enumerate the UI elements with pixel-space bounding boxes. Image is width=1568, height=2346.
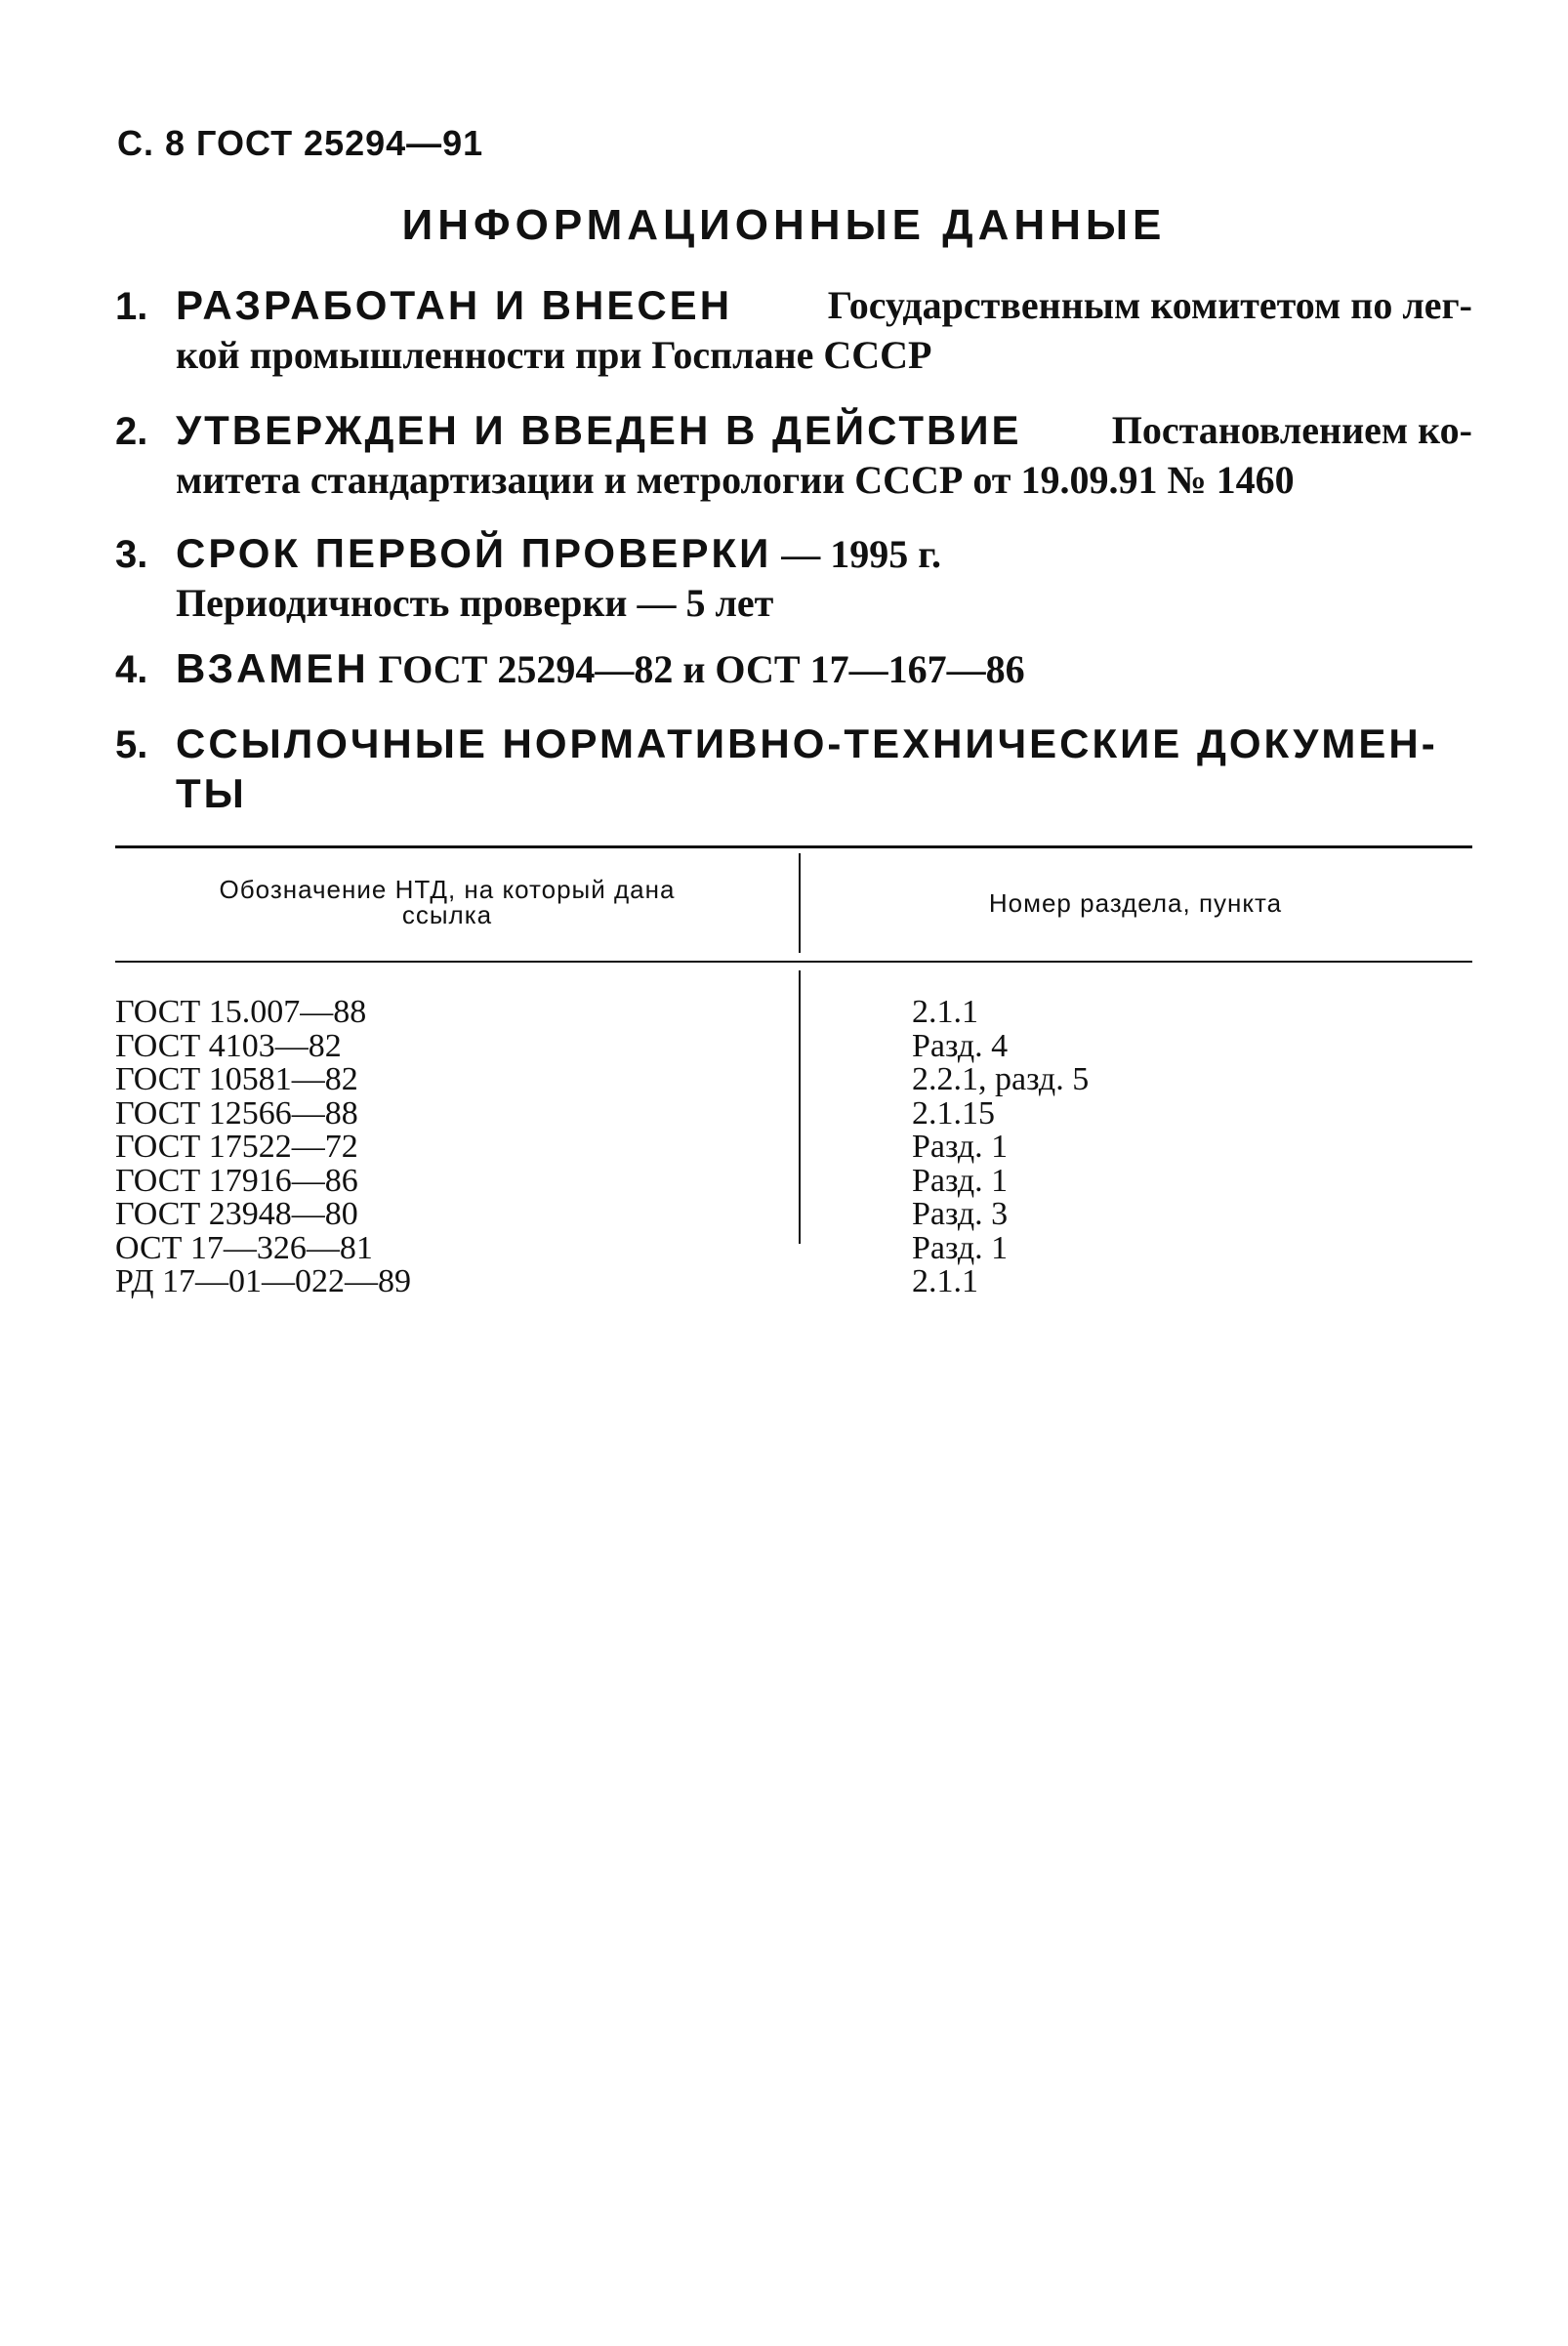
reference-table: [115, 845, 1472, 1373]
table-cell-section: Разд. 4: [912, 1027, 1009, 1064]
info-item-2: [115, 406, 1472, 505]
table-cell-section: Разд. 3: [912, 1196, 1009, 1232]
table-cell-section: 2.2.1, разд. 5: [912, 1061, 1090, 1097]
item-lead: ВЗАМЕН: [176, 645, 369, 691]
page-title: ИНФОРМАЦИОННЫЕ ДАННЫЕ: [401, 201, 1167, 249]
item-lead: РАЗРАБОТАН И ВНЕСЕН: [176, 282, 733, 328]
table-cell-section: Разд. 1: [912, 1129, 1009, 1165]
item-text: — 1995 г.: [781, 532, 941, 576]
item-continuation: кой промышленности при Госплане СССР: [176, 333, 932, 377]
info-item-5: [115, 720, 1472, 818]
item-number: 2.: [115, 410, 148, 453]
item-number: 1.: [115, 285, 148, 328]
table-cell-designation: ГОСТ 12566—88: [115, 1094, 358, 1132]
table-cell-designation: РД 17—01—022—89: [115, 1263, 412, 1299]
item-lead: УТВЕРЖДЕН И ВВЕДЕН В ДЕЙСТВИЕ: [176, 407, 1022, 453]
table-cell-designation: ГОСТ 17916—86: [115, 1162, 358, 1199]
item-text: Постановлением ко-: [1111, 408, 1472, 452]
table-top-rule: [115, 845, 1472, 848]
info-item-1: [115, 281, 1472, 380]
table-cell-section: Разд. 1: [912, 1229, 1009, 1266]
table-cell-designation: ГОСТ 15.007—88: [115, 994, 367, 1030]
table-cell-designation: ГОСТ 10581—82: [115, 1061, 358, 1097]
table-cell-section: 2.1.1: [912, 1263, 978, 1299]
item-continuation: ТЫ: [176, 770, 247, 816]
column-header-section: Номер раздела, пункта: [988, 888, 1283, 918]
table-cell-designation: ГОСТ 4103—82: [115, 1027, 342, 1064]
item-continuation: Периодичность проверки — 5 лет: [176, 581, 774, 625]
table-cell-designation: ГОСТ 23948—80: [115, 1196, 358, 1232]
item-lead: ССЫЛОЧНЫЕ НОРМАТИВНО-ТЕХНИЧЕСКИЕ ДОКУМЕН-: [176, 720, 1438, 766]
item-number: 3.: [115, 533, 148, 576]
item-continuation: митета стандартизации и метрологии СССР от 19.09.91 № 1460: [176, 458, 1295, 502]
designation-column: [115, 996, 779, 1299]
item-number: 5.: [115, 723, 148, 766]
page-header: С. 8 ГОСТ 25294—91: [117, 123, 484, 163]
body-column-divider: [799, 970, 801, 1244]
table-cell-section: Разд. 1: [912, 1162, 1009, 1199]
table-cell-section: 2.1.15: [912, 1094, 995, 1132]
table-cell-section: 2.1.1: [912, 994, 978, 1030]
item-text: ГОСТ 25294—82 и ОСТ 17—167—86: [378, 647, 1025, 691]
table-cell-designation: ГОСТ 17522—72: [115, 1129, 358, 1165]
item-lead: СРОК ПЕРВОЙ ПРОВЕРКИ: [176, 530, 772, 576]
item-text: Государственным комитетом по лег-: [827, 283, 1472, 327]
info-item-4: [115, 644, 1472, 694]
table-header-rule: [115, 961, 1472, 963]
table-cell-designation: ОСТ 17—326—81: [115, 1229, 373, 1266]
section-column: [912, 996, 1459, 1299]
column-header-designation: Обозначение НТД, на который дана ссылка: [219, 875, 676, 929]
item-number: 4.: [115, 648, 148, 691]
info-item-3: [115, 529, 1472, 628]
